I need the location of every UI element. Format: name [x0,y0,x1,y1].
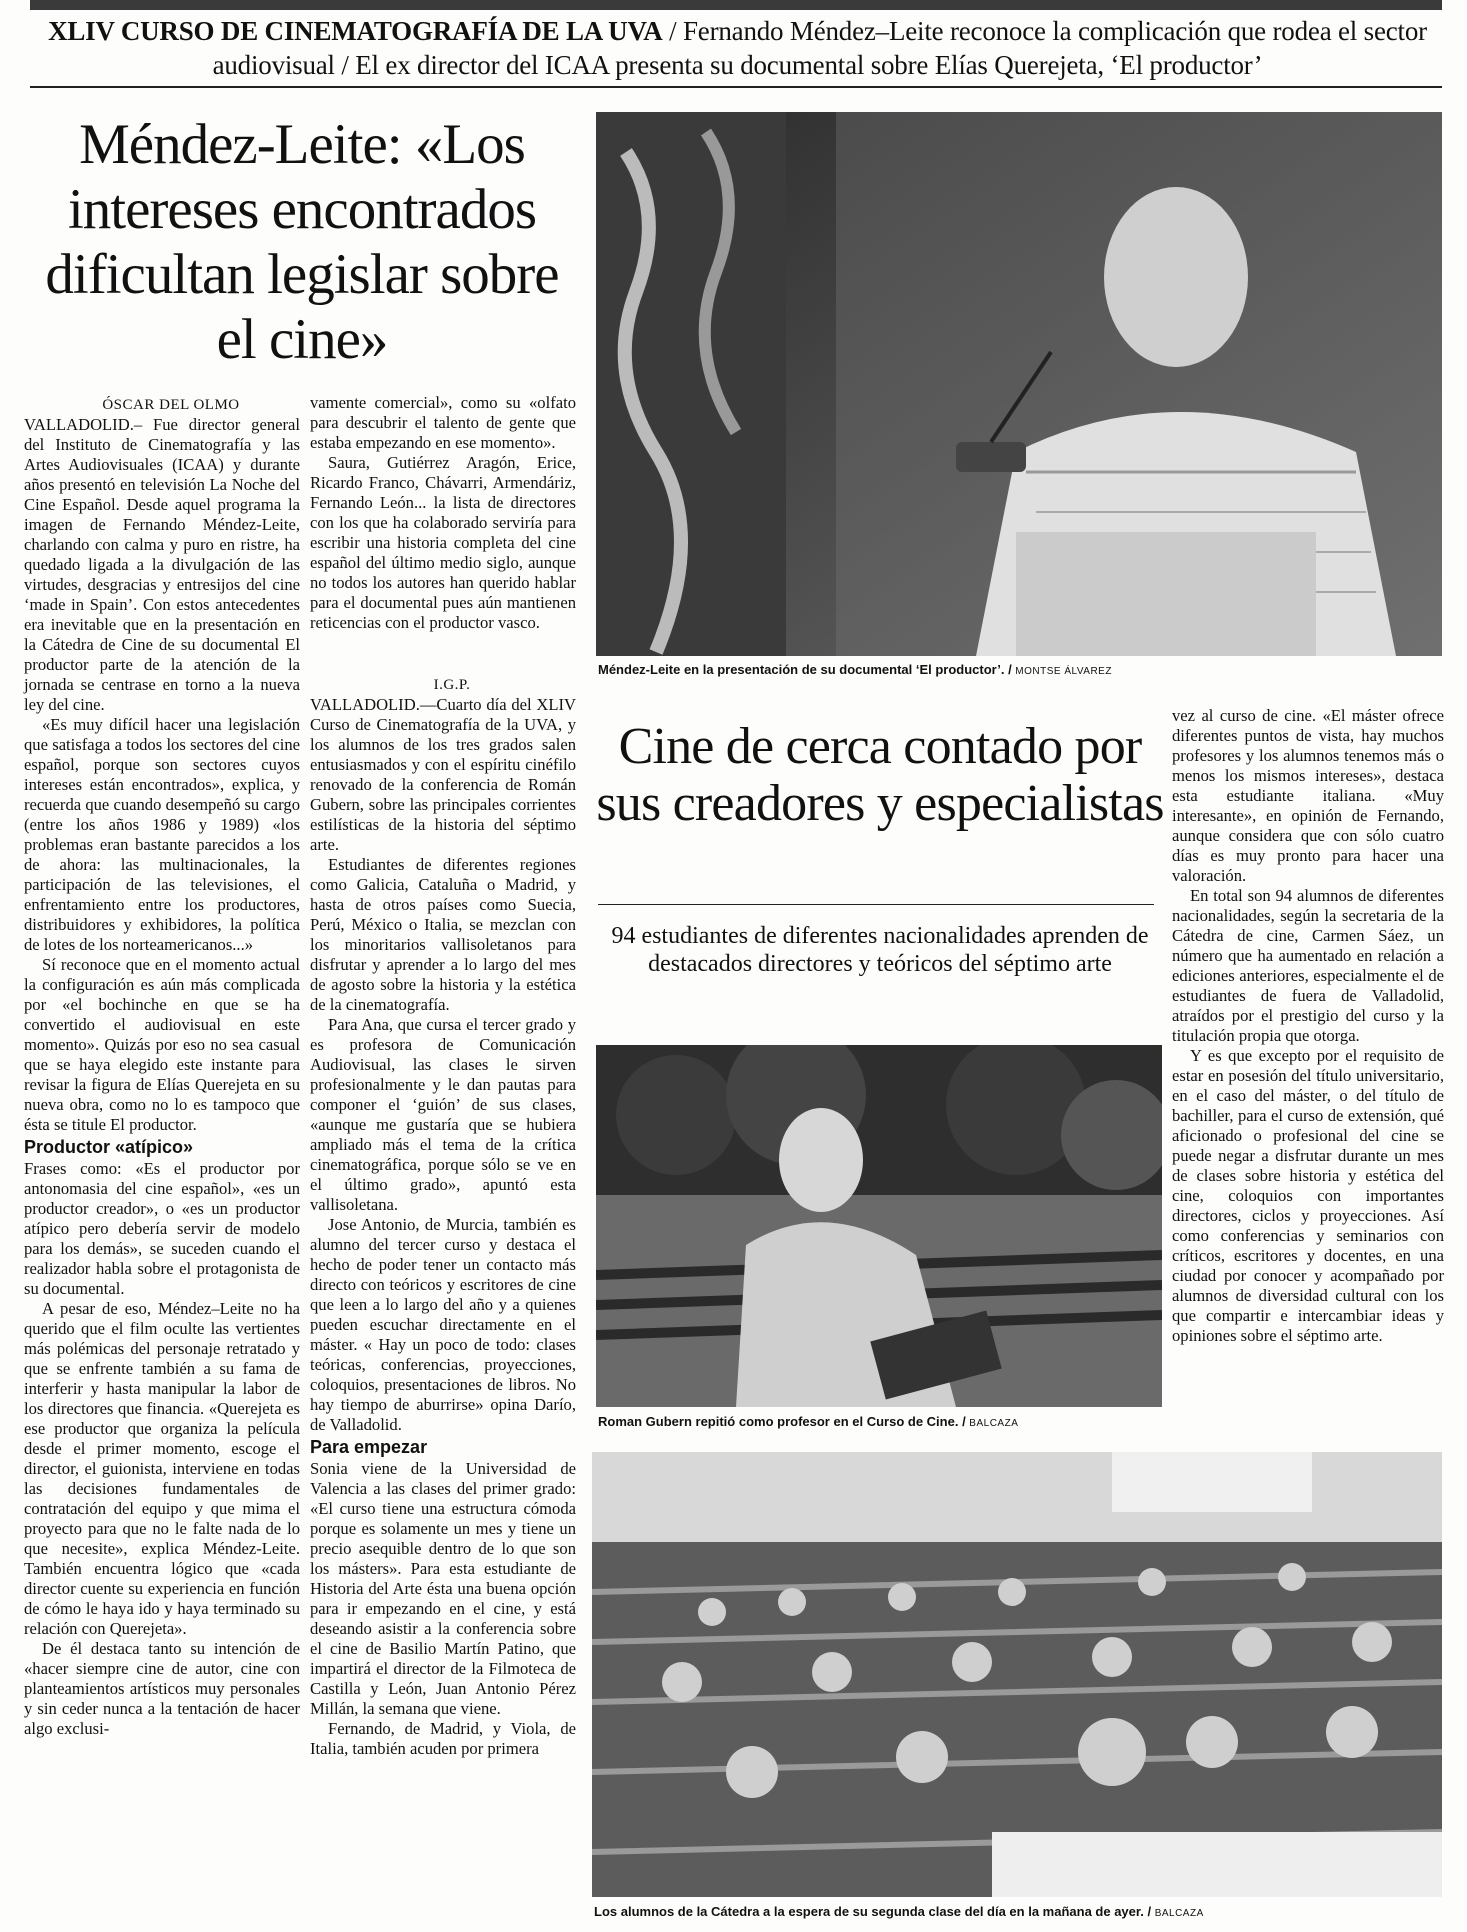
a1-col1-p1: «Es muy difícil hacer una legislación que satisfaga a todos los sectores del cine español, porque son sectores cuyos intereses están encontrados», explica, y recuerda que cuando desempeñó su cargo (entre los años 1986 y 1989) «los problemas eran bastante parecidos a los de ahora: las multinacionales, la participación de las televisiones, el enfrentamiento entre los productores, distribuidores y exhibidores, la política de lotes de los norteamericanos...» [24,715,300,954]
kicker-section: XLIV CURSO DE CINEMATOGRAFÍA DE LA UVA [48,16,663,46]
photo3-caption: Los alumnos de la Cátedra a la espera de su segunda clase del día en la mañana de ayer. / BALCAZA [594,1904,1204,1919]
article2-byline: I.G.P. [433,677,471,693]
top-bar [30,0,1442,10]
deck-rule [598,904,1154,905]
photo2-caption-text: Roman Gubern repitió como profesor en el Curso de Cine. [598,1414,959,1429]
photo-mendez-leite-image [596,112,1442,656]
photo1-credit: MONTSE ÁLVAREZ [1015,666,1112,677]
photo2-credit: BALCAZA [969,1418,1019,1429]
photo1-caption: Méndez-Leite en la presentación de su documental ‘El productor’. / MONTSE ÁLVAREZ [598,662,1112,677]
kicker [40,14,1435,82]
a2-col2-p2: Para Ana, que cursa el tercer grado y es profesora de Comunicación Audiovisual, las clases le sirven profesionalmente y le dan pautas para componer el ‘guión’ de sus clases, «aunque me gustaría que se hubiera ampliado más el tema de la crítica cinematográfica, porque sólo se ve en el último grado», apuntó esta vallisoletana. [310,1015,576,1214]
kicker-rule [30,86,1442,88]
a1-col2-p0: vamente comercial», como su «olfato para descubrir el talento de gente que estaba empezando en ese momento». [310,393,576,452]
a1-col1-p0: VALLADOLID.– Fue director general del Instituto de Cinematografía y las Artes Audiovisuales (ICAA) y durante años presentó en televisión La Noche del Cine Español. Desde aquel programa la imagen de Fernando Méndez-Leite, charlando con calma y puro en ristre, ha quedado ligada a la divulgación de las virtudes, desgracias y entresijos del cine ‘made in Spain’. Con estos antecedentes era inevitable que en la presentación en la Cátedra de Cine de su documental El productor parte de la atención de la jornada se centrase en torno a la nueva ley del cine. [24,415,300,714]
a1-col1-p2: Sí reconoce que en el momento actual la configuración es aún más complicada por «el bochinche en que se ha convertido el audiovisual en este momento». Quizás por eso no sea casual que se haya elegido este instante para revisar la figura de Elías Querejeta en su nueva obra, como no lo es tampoco que ésta se titule El productor. [24,955,300,1134]
a2-col2-p1: Estudiantes de diferentes regiones como Galicia, Cataluña o Madrid, y hasta de otros países como Suecia, Perú, México o Italia, se mezclan con los minoritarios vallisoletanos para disfrutar y aprender a lo largo del mes de agosto sobre la historia y la estética de la cinematografía. [310,855,576,1014]
a1-col1b-p2: De él destaca tanto su intención de «hacer siempre cine de autor, cine con planteamientos artísticos muy personales y sin ceder nunca a la tentación de hacer algo exclusi- [24,1639,300,1738]
col2 [310,393,576,1923]
photo2-caption: Roman Gubern repitió como profesor en el Curso de Cine. / BALCAZA [598,1414,1019,1429]
a1-col2-p1: Saura, Gutiérrez Aragón, Erice, Ricardo Franco, Chávarri, Armendáriz, Fernando León... la lista de directores con los que ha colaborado serviría para escribir una historia completa del cine español del último medio siglo, aunque no todos los autores han querido hablar para el documental pues aún mantienen reticencias con el productor vasco. [310,453,576,632]
photo-students [592,1452,1442,1897]
article1-byline: ÓSCAR DEL OLMO [102,397,240,413]
photo-mendez-leite [596,112,1442,656]
a2-col4-p2: Y es que excepto por el requisito de estar en posesión del título universitario, en el caso del máster, o del título de bachiller, para el curso de extensión, qué aficionado o profesional del cine se puede negar a disfrutar durante un mes de clases sobre historia y estética del cine, coloquios con importantes directores, ciclos y proyecciones. Así como conferencias y seminarios con críticos, escritores y docentes, en una ciudad por conocer y acompañado por alumnos de diversidad cultural con los que compartir e intercambiar ideas y opiniones sobre el séptimo arte. [1172,1046,1444,1345]
a1-col1b-p0: Frases como: «Es el productor por antonomasia del cine español», «es un productor creador», o «es un productor atípico pero debería servir de modelo para los demás», se suceden cuando el realizador habla sobre el protagonista de su documental. [24,1159,300,1298]
article1-headline: Méndez-Leite: «Los intereses encontrados dificultan legislar sobre el cine» [45,113,559,371]
photo-gubern-image [596,1045,1162,1407]
kicker-line: / Fernando Méndez–Leite reconoce la complicación que rodea el sector audiovisual / El ex director del ICAA presenta su documental sobre Elías Querejeta, ‘El productor’ [212,16,1427,80]
a1-col1b-p1: A pesar de eso, Méndez–Leite no ha querido que el film oculte las vertientes más polémicas del personaje retratado y que se enfrente también a su fama de interferir y hasta manipular la labor de los directores que financia. «Querejeta es ese productor que organiza la película desde el primer momento, escoge el director, el guionista, interviene en todas las decisiones fundamentales de contratación del equipo y que mima el proyecto para que no le falte nada de lo que necesite», explica Méndez-Leite. También encuentra lógico que «cada director cuente su experiencia en función de cómo le haya ido y haya terminado su relación con Querejeta». [24,1299,300,1638]
a2-col2-p0: VALLADOLID.—Cuarto día del XLIV Curso de Cinematografía de la UVA, y los alumnos de los tres grados salen entusiasmados y con el espíritu cinéfilo renovado de la conferencia de Román Gubern, sobre las principales corrientes estilísticas de la historia del séptimo arte. [310,695,576,854]
article1-col1 [24,395,300,1925]
photo1-caption-text: Méndez-Leite en la presentación de su documental ‘El productor’. [598,662,1005,677]
a2-col2b-p0: Sonia viene de la Universidad de Valencia a las clases del primer grado: «El curso tiene una estructura cómoda porque es solamente un mes y tiene un precio asequible dentro de lo que son los másters». Para esta estudiante de Historia del Arte ésta una buena opción para ir empezando en el cine, y está deseando asistir a la conferencia sobre el cine de Basilio Martín Patino, que impartirá el director de la Filmoteca de Castilla y León, Juan Antonio Pérez Millán, la semana que viene. [310,1459,576,1718]
article2-headline: Cine de cerca contado por sus creadores y especialistas [596,718,1164,832]
a2-col4-p0: vez al curso de cine. «El máster ofrece diferentes puntos de vista, hay muchos profesores y los alumnos tenemos más o menos los mismos intereses», destaca esta estudiante italiana. «Muy interesante», en opinión de Fernando, aunque considera que con sólo cuatro días es muy pronto para hacer una valoración. [1172,706,1444,885]
photo-gubern [596,1045,1162,1407]
a2-col4-p1: En total son 94 alumnos de diferentes nacionalidades, según la secretaria de la Cátedra de cine, Carmen Sáez, un número que ha aumentado en relación a ediciones anteriores, especialmente el de estudiantes de fuera de Valladolid, atraídos por el prestigio del curso y la titulación propia que otorga. [1172,886,1444,1045]
a2-col2b-p1: Fernando, de Madrid, y Viola, de Italia, también acuden por primera [310,1719,576,1758]
article1-subhead: Productor «atípico» [24,1137,194,1157]
article2-subhead: Para empezar [310,1437,428,1457]
photo-students-image [592,1452,1442,1897]
article2-col4 [1172,706,1444,1446]
photo3-credit: BALCAZA [1154,1908,1204,1919]
article2-deck: 94 estudiantes de diferentes nacionalidades aprenden de destacados directores y teóricos del séptimo arte [611,923,1149,977]
a2-col2-p3: Jose Antonio, de Murcia, también es alumno del tercer curso y destaca el hecho de poder tener un contacto más directo con teóricos y escritores de cine que leen a lo largo del año y a quienes pueden escuchar directamente en el máster. « Hay un poco de todo: clases teóricas, conferencias, proyecciones, coloquios, presentaciones de libros. No hay tiempo de aburrirse» opina Darío, de Valladolid. [310,1215,576,1434]
photo3-caption-text: Los alumnos de la Cátedra a la espera de su segunda clase del día en la mañana de ayer. [594,1904,1144,1919]
